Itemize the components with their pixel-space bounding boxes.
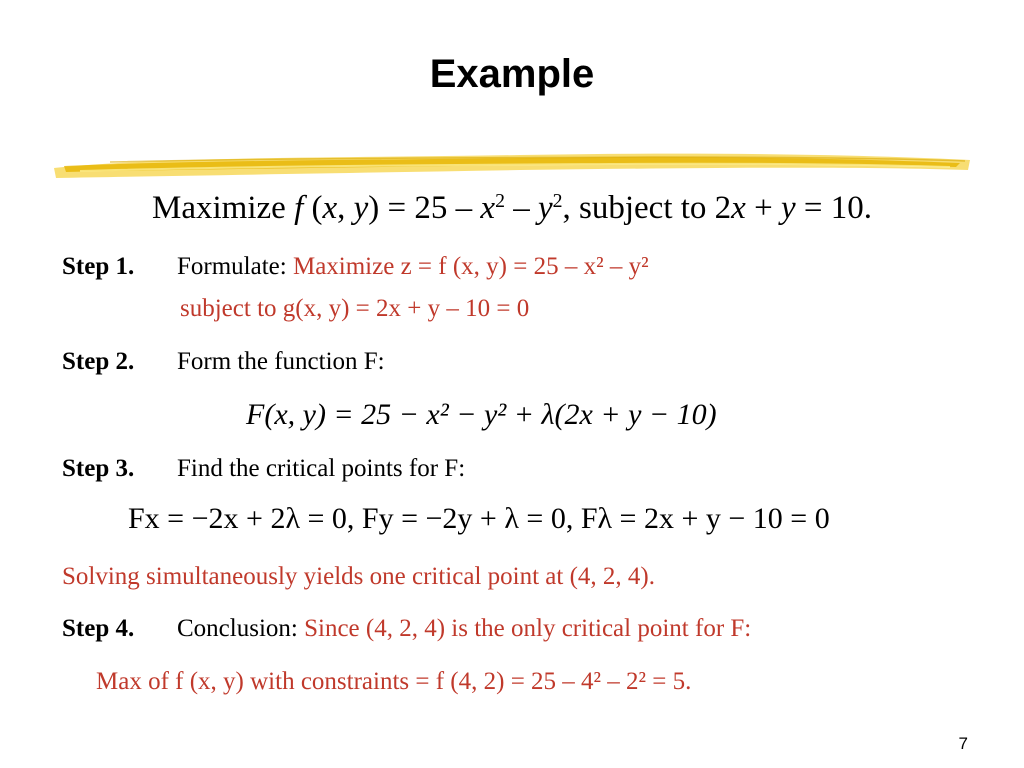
step4-red-text: Since (4, 2, 4) is the only critical point for F:: [304, 615, 752, 642]
problem-statement: Maximize f (x, $y) = 25 - x^2 - y^2$, subject to 2x + y = 10.: [152, 190, 872, 226]
step3-label: Step 3.: [62, 455, 135, 482]
step4-label: Step 4.: [62, 615, 135, 642]
step2-label: Step 2.: [62, 348, 135, 375]
step4-text: Conclusion:: [177, 615, 305, 642]
step3-line: [62, 455, 465, 483]
step1-objective: Maximize z = f (x, y) = 25 – x² – y²: [292, 253, 649, 280]
step1-label: Step 1.: [62, 253, 135, 280]
step4-line: [62, 615, 751, 643]
step1-line: [62, 253, 649, 281]
step2-text: Form the function F:: [177, 348, 385, 375]
yellow-brush-divider: [50, 146, 975, 184]
step3-result: Solving simultaneously yields one critical point at (4, 2, 4).: [62, 563, 655, 590]
step4-conclusion: Max of f (x, y) with constraints = f (4, 2) = 25 – 4² – 2² = 5.: [96, 668, 692, 695]
page-number: 7: [958, 734, 968, 753]
step1-constraint: subject to g(x, y) = 2x + y – 10 = 0: [180, 295, 530, 322]
slide-title: Example: [429, 52, 595, 96]
lagrangian-equation: F(x, y) = 25 − x² − y² + λ(2x + y − 10): [246, 398, 717, 431]
partial-derivatives-equation: Fx = −2x + 2λ = 0, Fy = −2y + λ = 0, Fλ = 2x + y − 10 = 0: [128, 502, 830, 535]
step2-line: [62, 348, 385, 376]
step3-text: Find the critical points for F:: [177, 455, 466, 482]
step1-text: Formulate:: [177, 253, 293, 280]
